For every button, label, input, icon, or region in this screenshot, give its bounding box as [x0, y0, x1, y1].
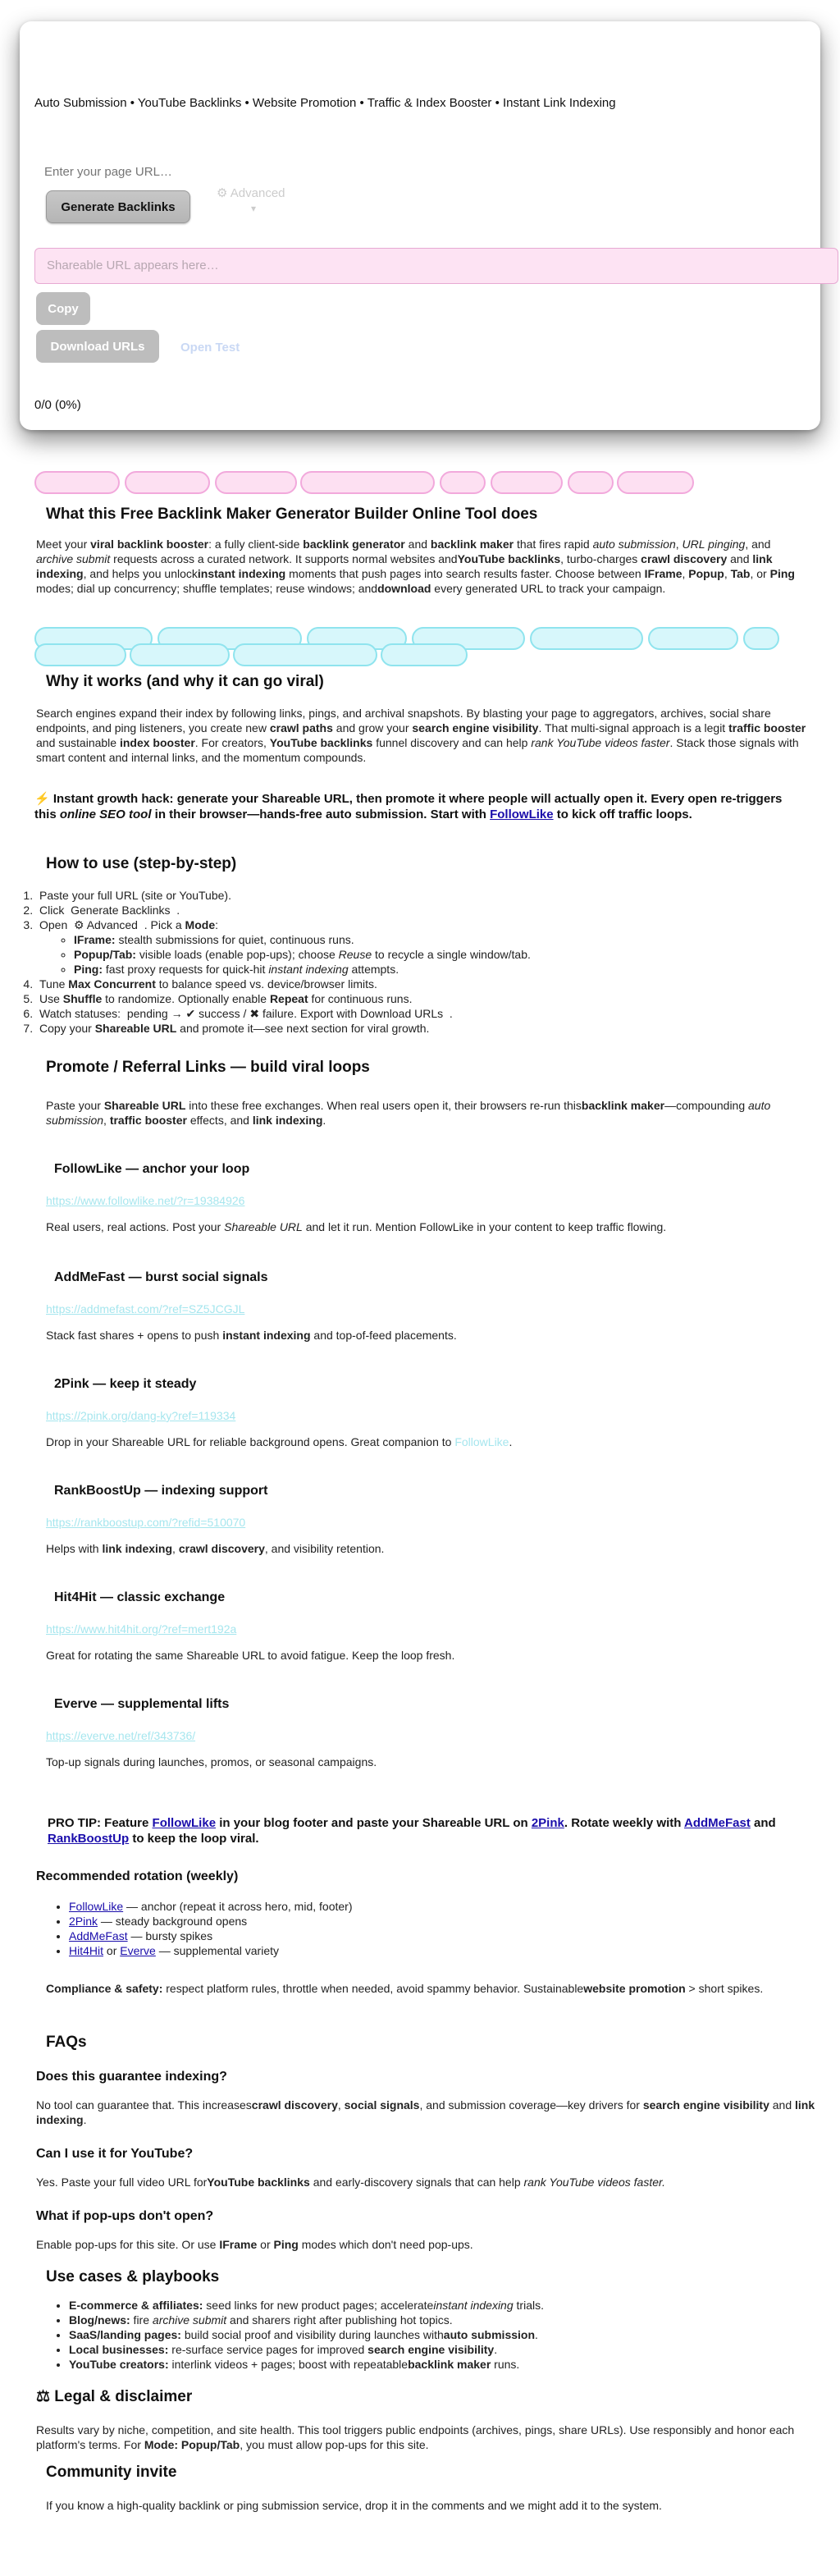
pink-share-pill[interactable] — [491, 471, 563, 494]
advanced-caret-icon[interactable]: ▾ — [251, 203, 257, 214]
faq-answer: Enable pop-ups for this site. Or use IFrame or Ping modes which don't need pop-ups. — [36, 2238, 473, 2251]
pink-share-pill[interactable] — [215, 471, 297, 494]
cyan-share-pill[interactable] — [530, 627, 643, 650]
pink-share-pill[interactable] — [440, 471, 486, 494]
promote-intro: Paste your Shareable URL into these free exchanges. When real users open it, their browsers re-run thisbacklink maker—compounding auto submission, traffic booster effects, and link indexing. — [46, 1099, 771, 1127]
addmefast-title: AddMeFast — burst social signals — [54, 1270, 268, 1284]
2pink-link[interactable]: 2Pink — [531, 1816, 564, 1830]
rankboostup-desc: Helps with link indexing, crawl discovery, and visibility retention. — [46, 1542, 385, 1555]
promote-section-title: Promote / Referral Links — build viral loops — [46, 1059, 370, 1076]
lightning-icon: ⚡ — [34, 792, 50, 806]
rankboostup-ref-link[interactable]: https://rankboostup.com/?refid=510070 — [46, 1516, 246, 1529]
usecases-title: Use cases & playbooks — [46, 2268, 220, 2285]
why-section-title: Why it works (and why it can go viral) — [46, 673, 324, 690]
usecase-item: • Blog/news: fire archive submit and sharers right after publishing hot topics. — [69, 2313, 815, 2327]
legal-title: ⚖ Legal & disclaimer — [36, 2388, 193, 2405]
usecase-item: • E-commerce & affiliates: seed links for new product pages; accelerateinstant indexing trials. — [69, 2298, 815, 2313]
rankboostup-link[interactable]: RankBoostUp — [48, 1832, 130, 1846]
followlike-inline-link[interactable]: FollowLike — [454, 1435, 509, 1448]
everve-desc: Top-up signals during launches, promos, or seasonal campaigns. — [46, 1755, 377, 1768]
hit4hit-link[interactable]: Hit4Hit — [69, 1944, 104, 1957]
hit4hit-ref-link[interactable]: https://www.hit4hit.org/?ref=mert192a — [46, 1622, 237, 1636]
tool-tagline: Auto Submission • YouTube Backlinks • Website Promotion • Traffic & Index Booster • Instant Link Indexing — [34, 96, 616, 110]
legal-text: Results vary by niche, competition, and site health. This tool triggers public endpoints (archives, pings, share URLs). Use responsibly and honor each platform's terms. For Mode: Popup/Tab, you must allow pop-ups for this site. — [36, 2423, 795, 2451]
step-item: 5. Use Shuffle to randomize. Optionally enable Repeat for continuous runs. — [36, 991, 774, 1006]
step-item: 4. Tune Max Concurrent to balance speed vs. device/browser limits. — [36, 977, 774, 991]
pink-share-pill[interactable] — [300, 471, 435, 494]
rotation-title: Recommended rotation (weekly) — [36, 1869, 239, 1883]
cyan-share-pill[interactable] — [34, 643, 126, 666]
2pink-ref-link[interactable]: https://2pink.org/dang-ky?ref=119334 — [46, 1409, 236, 1422]
followlike-link[interactable]: FollowLike — [69, 1900, 124, 1913]
what-section-text: Meet your viral backlink booster: a fully client-side backlink generator and backlink maker that fires rapid auto submission, URL pinging, and archive submit requests across a curated network. It supports normal websites andYouTube backlinks, turbo-charges crawl discovery and link indexing, and helps you unlockinstant indexing moments that push pages into search results faster. Choose between IFrame, Popup, Tab, or Ping modes; dial up concurrency; shuffle templates; reuse windows; anddownload every generated URL to track your campaign. — [36, 538, 795, 595]
usecases-list — [69, 2298, 815, 2372]
rankboostup-title: RankBoostUp — indexing support — [54, 1484, 268, 1498]
how-steps-list — [36, 888, 774, 1036]
step-item: 3. Open ⚙ Advanced . Pick a Mode: ◦ IFrame: stealth submissions for quiet, continuous runs. ◦ Popup/Tab: visible loads (enable pop-ups); choose Reuse to recycle a single window/tab. ◦ Ping: fast proxy requests for quick-hit instant indexing attempts. — [36, 917, 774, 977]
what-section-title: What this Free Backlink Maker Generator Builder Online Tool does — [46, 506, 538, 523]
hit4hit-title: Hit4Hit — classic exchange — [54, 1590, 226, 1604]
followlike-link[interactable]: FollowLike — [490, 808, 554, 821]
cyan-share-pill[interactable] — [648, 627, 738, 650]
growth-hack-callout: ⚡ Instant growth hack: generate your Shareable URL, then promote it where people will actually open it. Every open re-triggers this online SEO tool in their browser—hands-free auto submission. Start with FollowLike to kick off traffic loops. — [34, 792, 783, 821]
why-section-text: Search engines expand their index by following links, pings, and archival snapshots. By blasting your page to aggregators, archives, social share endpoints, and ping listeners, you create new crawl paths and grow your search engine visibility. That multi-signal approach is a legit traffic booster and sustainable index booster. For creators, YouTube backlinks funnel discovery and can help rank YouTube videos faster. Stack those signals with smart content and internal links, and the momentum compounds. — [36, 707, 806, 764]
mode-item: ◦ IFrame: stealth submissions for quiet, continuous runs. — [74, 932, 774, 947]
modes-list — [74, 932, 774, 977]
faq-question: Does this guarantee indexing? — [36, 2070, 227, 2084]
page-url-input[interactable] — [34, 158, 379, 185]
followlike-ref-link[interactable]: https://www.followlike.net/?r=19384926 — [46, 1194, 245, 1207]
download-urls-button[interactable]: Download URLs — [36, 330, 159, 363]
rotation-list — [69, 1899, 807, 1958]
step-item: 6. Watch statuses: pending → ✔ success / ✖ failure. Export with Download URLs . — [36, 1006, 774, 1021]
backlink-tool-card — [20, 21, 820, 430]
everve-link[interactable]: Everve — [120, 1944, 156, 1957]
rotation-item: • AddMeFast — bursty spikes — [69, 1929, 807, 1943]
usecase-item: • SaaS/landing pages: build social proof and visibility during launches withauto submission. — [69, 2327, 815, 2342]
mode-item: ◦ Popup/Tab: visible loads (enable pop-ups); choose Reuse to recycle a single window/tab. — [74, 947, 774, 962]
everve-title: Everve — supplemental lifts — [54, 1697, 230, 1711]
mode-item: ◦ Ping: fast proxy requests for quick-hit instant indexing attempts. — [74, 962, 774, 977]
addmefast-ref-link[interactable]: https://addmefast.com/?ref=SZ5JCGJL — [46, 1302, 245, 1315]
pink-share-pill[interactable] — [34, 471, 120, 494]
cyan-share-pill[interactable] — [130, 643, 230, 666]
progress-counter: 0/0 (0%) — [34, 398, 81, 412]
cyan-share-pill[interactable] — [743, 627, 779, 650]
hit4hit-desc: Great for rotating the same Shareable URL to avoid fatigue. Keep the loop fresh. — [46, 1649, 455, 1662]
faq-answer: No tool can guarantee that. This increasescrawl discovery, social signals, and submission coverage—key drivers for search engine visibility and link indexing. — [36, 2098, 815, 2126]
open-test-button[interactable]: Open Test — [180, 341, 240, 355]
generate-backlinks-button[interactable]: Generate Backlinks — [46, 190, 190, 223]
rotation-item: • 2Pink — steady background opens — [69, 1914, 807, 1929]
faq-question: Can I use it for YouTube? — [36, 2147, 194, 2161]
faqs-title: FAQs — [46, 2034, 87, 2051]
rotation-item: • Hit4Hit or Everve — supplemental variety — [69, 1943, 807, 1958]
rotation-item: • FollowLike — anchor (repeat it across hero, mid, footer) — [69, 1899, 807, 1914]
pink-share-pill[interactable] — [568, 471, 614, 494]
addmefast-desc: Stack fast shares + opens to push instant indexing and top-of-feed placements. — [46, 1329, 457, 1342]
followlike-title: FollowLike — anchor your loop — [54, 1162, 250, 1176]
advanced-toggle[interactable]: ⚙ Advanced — [217, 186, 285, 200]
community-text: If you know a high-quality backlink or ping submission service, drop it in the comments and we might add it to the system. — [46, 2499, 662, 2512]
cyan-share-pill[interactable] — [381, 643, 468, 666]
shareable-url-field[interactable]: Shareable URL appears here… — [34, 248, 838, 284]
2pink-desc: Drop in your Shareable URL for reliable background opens. Great companion to FollowLike. — [46, 1435, 513, 1448]
followlike-desc: Real users, real actions. Post your Shareable URL and let it run. Mention FollowLike in your content to keep traffic flowing. — [46, 1220, 667, 1233]
faq-answer: Yes. Paste your full video URL forYouTube backlinks and early-discovery signals that can help rank YouTube videos faster. — [36, 2176, 666, 2189]
compliance-note: Compliance & safety: respect platform rules, throttle when needed, avoid spammy behavior. Sustainablewebsite promotion > short spikes. — [46, 1982, 764, 1995]
step-item: 2. Click Generate Backlinks . — [36, 903, 774, 917]
2pink-title: 2Pink — keep it steady — [54, 1377, 197, 1391]
community-title: Community invite — [46, 2464, 177, 2481]
step-item: 1. Paste your full URL (site or YouTube). — [36, 888, 774, 903]
pink-share-pill[interactable] — [617, 471, 694, 494]
step-item: 7. Copy your Shareable URL and promote it—see next section for viral growth. — [36, 1021, 774, 1036]
followlike-link[interactable]: FollowLike — [152, 1816, 217, 1830]
pink-share-pill[interactable] — [125, 471, 210, 494]
everve-ref-link[interactable]: https://everve.net/ref/343736/ — [46, 1729, 196, 1742]
addmefast-link[interactable]: AddMeFast — [69, 1929, 128, 1942]
usecase-item: • Local businesses: re-surface service pages for improved search engine visibility. — [69, 2342, 815, 2357]
2pink-link[interactable]: 2Pink — [69, 1915, 98, 1928]
pro-tip-callout: PRO TIP: Feature FollowLike in your blog footer and paste your Shareable URL on 2Pink. Rotate weekly with AddMeFast and RankBoostUp to keep the loop viral. — [48, 1816, 776, 1846]
copy-button[interactable]: Copy — [36, 292, 90, 325]
how-section-title: How to use (step-by-step) — [46, 855, 237, 872]
faq-question: What if pop-ups don't open? — [36, 2209, 214, 2223]
addmefast-link[interactable]: AddMeFast — [684, 1816, 751, 1830]
cyan-share-pill[interactable] — [233, 643, 377, 666]
usecase-item: • YouTube creators: interlink videos + pages; boost with repeatablebacklink maker runs. — [69, 2357, 815, 2372]
